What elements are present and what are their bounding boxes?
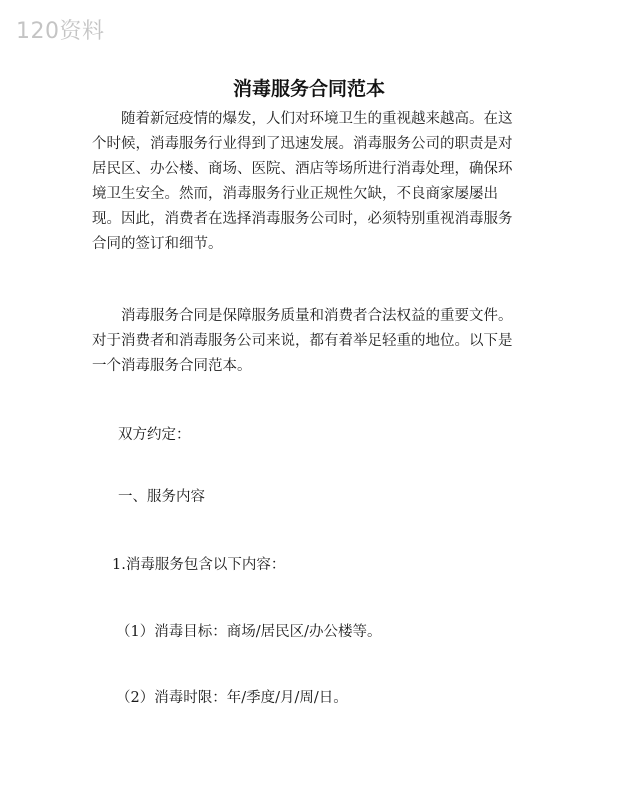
agreement-label: 双方约定： <box>118 427 191 443</box>
sub-clause-target: （1）消毒目标：商场/居民区/办公楼等。 <box>116 624 382 640</box>
section-heading-service-content: 一、服务内容 <box>118 489 205 505</box>
intro-paragraph: 随着新冠疫情的爆发，人们对环境卫生的重视越来越高。在这个时候，消毒服务行业得到了迅速发展。消毒服务公司的职责是对居民区、办公楼、商场、医院、酒店等场所进行消毒处理，确保环境卫生安全。然而，消毒服务行业正规性欠缺，不良商家屡屡出现。因此，消费者在选择消毒服务公司时，必须特别重视消毒服务合同的签订和细节。 <box>92 111 513 252</box>
watermark-logo: 120资料 <box>16 19 105 44</box>
sub-clause-period: （2）消毒时限：年/季度/月/周/日。 <box>116 690 348 706</box>
clause-item-1: 1.消毒服务包含以下内容： <box>112 557 286 573</box>
purpose-paragraph: 消毒服务合同是保障服务质量和消费者合法权益的重要文件。对于消费者和消毒服务公司来说，都有着举足轻重的地位。以下是一个消毒服务合同范本。 <box>92 308 513 374</box>
document-title: 消毒服务合同范本 <box>232 78 385 100</box>
